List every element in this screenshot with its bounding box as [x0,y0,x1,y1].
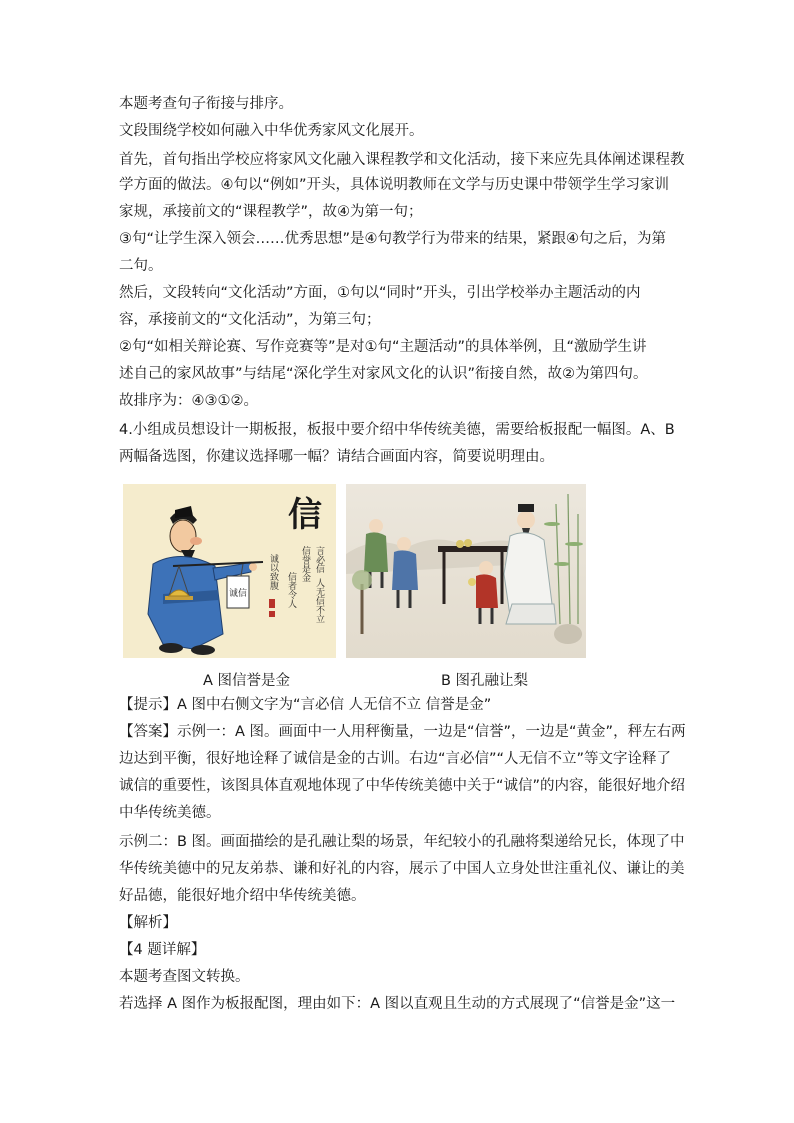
question-line: 4.小组成员想设计一期板报，板报中要介绍中华传统美德，需要给板报配一幅图。A、B [119,422,675,438]
big-character: 信 [288,495,322,535]
calligraphy-col: 诚以致腹 [268,554,278,590]
text-line: 首先，首句指出学校应将家风文化融入课程教学和文化活动，接下来应先具体阐述课程教 [119,152,685,168]
sign-text: 诚信 [228,589,248,599]
text-line: 文段围绕学校如何融入中华优秀家风文化展开。 [119,123,424,139]
text-line: 好品德，能很好地介绍中华传统美德。 [119,888,366,904]
caption-image-b: B 图孔融让梨 [441,673,529,689]
answer-line: 【答案】示例一：A 图。画面中一人用秤衡量，一边是“信誉”，一边是“黄金”，秤左右两 [119,724,686,740]
text-line: 二句。 [119,258,163,274]
text-line: 边达到平衡，很好地诠释了诚信是金的古训。右边“言必信”“人无信不立”等文字诠释了 [119,751,672,767]
text-line: 然后，文段转向“文化活动”方面，①句以“同时”开头，引出学校举办主题活动的内 [119,285,641,301]
hint-line: 【提示】A 图中右侧文字为“言必信 人无信不立 信誉是金” [119,697,492,713]
analysis-heading: 【解析】 [119,915,177,931]
calligraphy-col: 人无信不立 [314,578,324,623]
text-line: 示例二：B 图。画面描绘的是孔融让梨的场景，年纪较小的孔融将梨递给兄长，体现了中 [119,834,685,850]
text-line: 故排序为：④③①②。 [119,393,258,409]
image-b-kongrong [346,484,586,658]
text-line: 学方面的做法。④句以“例如”开头，具体说明教师在文学与历史课中带领学生学习家训 [119,177,670,193]
calligraphy-col: 信誉是金 [300,546,310,582]
text-line: 中华传统美德。 [119,805,221,821]
text-line: 述自己的家风故事”与结尾“深化学生对家风文化的认识”衔接自然，故②为第四句。 [119,366,648,382]
text-line: 华传统美德中的兄友弟恭、谦和好礼的内容，展示了中国人立身处世注重礼仪、谦让的美 [119,861,685,877]
detail-heading: 【4 题详解】 [119,942,206,958]
text-line: 容，承接前文的“文化活动”，为第三句； [119,312,381,328]
text-line: 诚信的重要性，该图具体直观地体现了中华传统美德中关于“诚信”的内容，能很好地介绍 [119,778,686,794]
image-a-honesty [123,484,336,658]
seal-stamp [269,611,275,617]
caption-image-a: A 图信誉是金 [203,673,291,689]
text-line: 若选择 A 图作为板报配图，理由如下：A 图以直观且生动的方式展现了“信誉是金”这一 [119,996,676,1012]
text-line: ②句“如相关辩论赛、写作竞赛等”是对①句“主题活动”的具体举例，且“激励学生讲 [119,339,647,355]
text-line: ③句“让学生深入领会……优秀思想”是④句教学行为带来的结果，紧跟④句之后，为第 [119,231,667,247]
question-line: 两幅备选图，你建议选择哪一幅？请结合画面内容，简要说明理由。 [119,449,554,465]
text-line: 家规，承接前文的“课程教学”，故④为第一句； [119,204,423,220]
seal-stamp [269,599,275,608]
text-line: 本题考查句子衔接与排序。 [119,96,293,112]
calligraphy-col: 信者令人 [286,572,296,608]
text-line: 本题考查图文转换。 [119,969,250,985]
calligraphy-col: 言必信 [314,546,324,573]
